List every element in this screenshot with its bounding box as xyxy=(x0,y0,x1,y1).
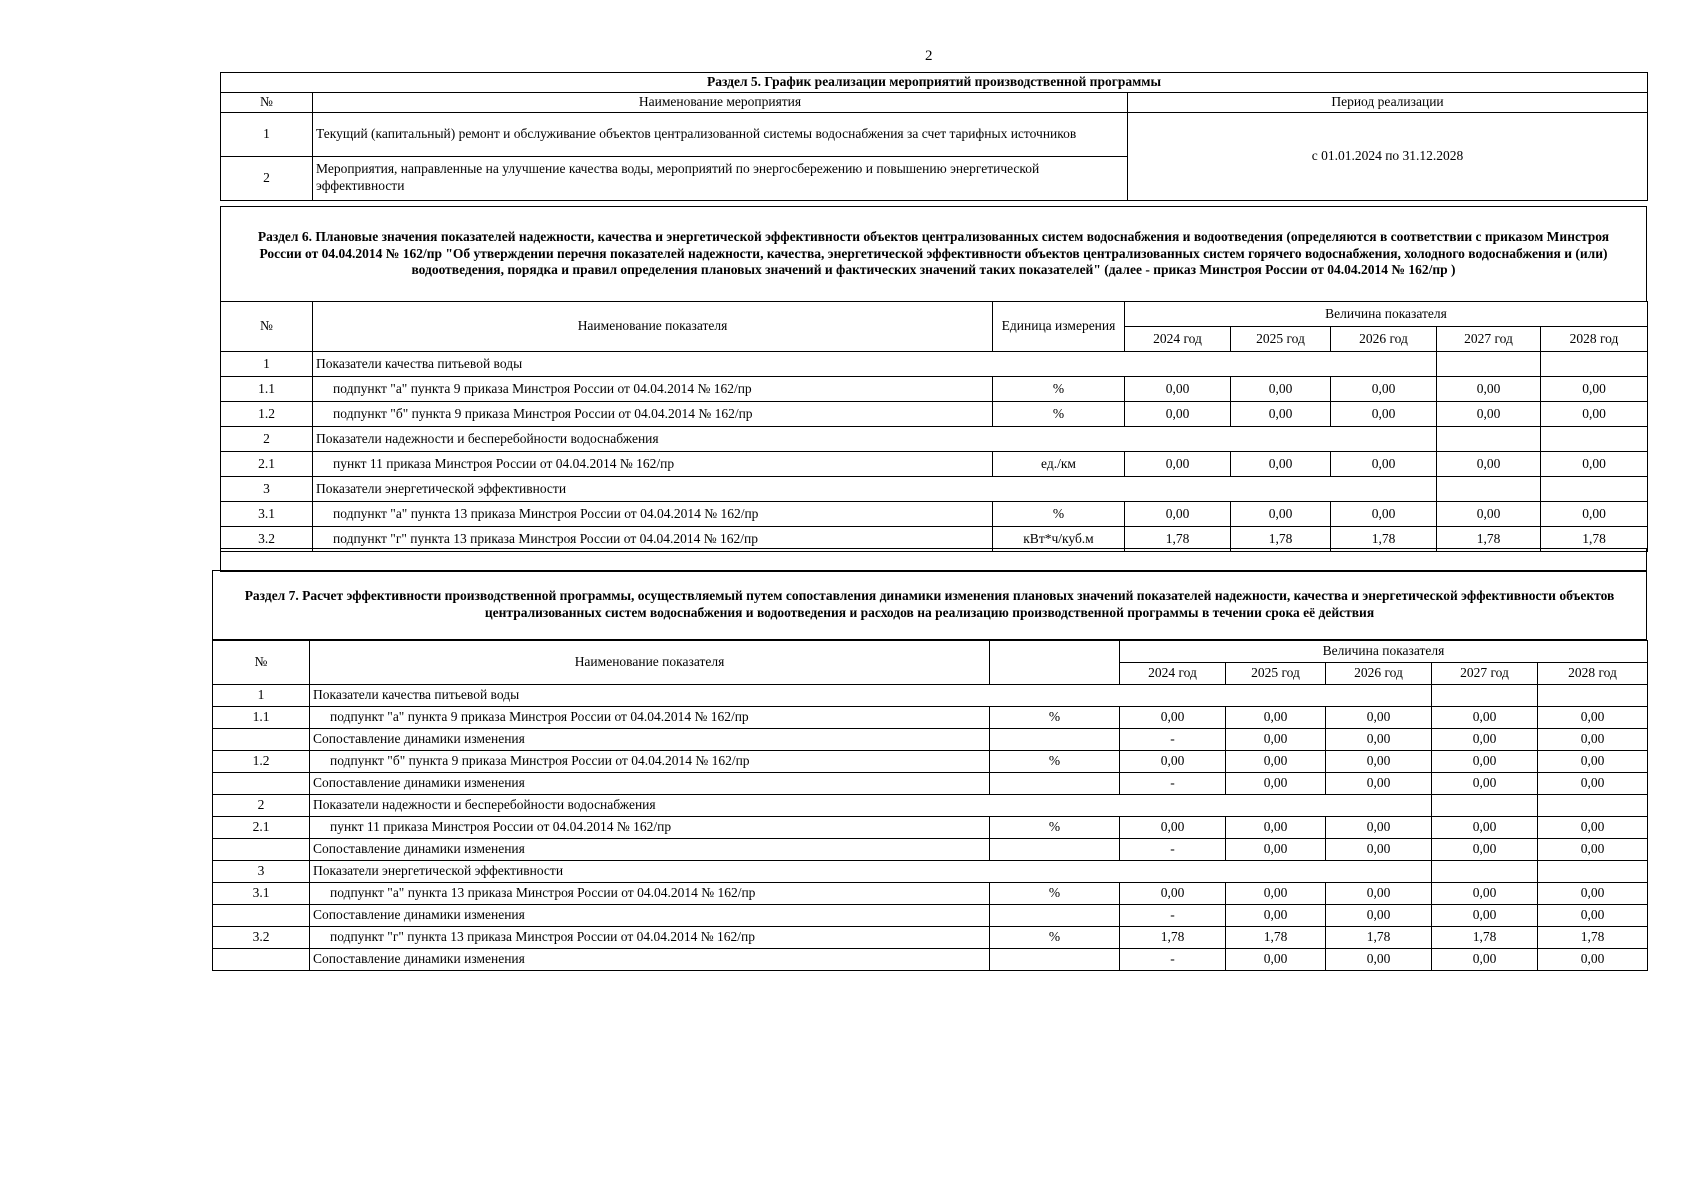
value-cell: 0,00 xyxy=(1226,905,1326,927)
value-cell: 0,00 xyxy=(1432,751,1538,773)
value-cell: 1,78 xyxy=(1326,927,1432,949)
unit-cell: кВт*ч/куб.м xyxy=(993,527,1125,552)
indicator-name: подпункт "г" пункта 13 приказа Минстроя России от 04.04.2014 № 162/пр xyxy=(313,527,993,552)
row-num: 3.1 xyxy=(221,502,313,527)
value-cell: 0,00 xyxy=(1125,452,1231,477)
value-cell: 0,00 xyxy=(1538,839,1648,861)
col-header-num: № xyxy=(213,641,310,685)
col-header-activity: Наименование мероприятия xyxy=(313,92,1128,112)
group-row xyxy=(221,427,1648,452)
row-num: 2.1 xyxy=(213,817,310,839)
empty-cell xyxy=(1437,477,1541,502)
value-cell: 0,00 xyxy=(1437,452,1541,477)
indicator-name: пункт 11 приказа Минстроя России от 04.04.2014 № 162/пр xyxy=(310,817,990,839)
value-cell: 0,00 xyxy=(1326,817,1432,839)
col-header-unit-empty xyxy=(990,641,1120,685)
value-cell: 0,00 xyxy=(1331,452,1437,477)
group-name: Показатели энергетической эффективности xyxy=(310,861,1432,883)
year-header: 2025 год xyxy=(1231,327,1331,352)
row-num: 1.2 xyxy=(213,751,310,773)
col-header-period: Период реализации xyxy=(1128,92,1648,112)
empty-cell xyxy=(1538,861,1648,883)
value-cell: 0,00 xyxy=(1326,729,1432,751)
value-cell: 1,78 xyxy=(1120,927,1226,949)
unit-cell xyxy=(990,949,1120,971)
year-header: 2026 год xyxy=(1331,327,1437,352)
group-row xyxy=(213,861,1648,883)
value-cell: - xyxy=(1120,839,1226,861)
value-cell: 0,00 xyxy=(1432,883,1538,905)
table-row xyxy=(213,817,1648,839)
indicator-name: подпункт "а" пункта 13 приказа Минстроя России от 04.04.2014 № 162/пр xyxy=(310,883,990,905)
group-name: Показатели надежности и бесперебойности водоснабжения xyxy=(310,795,1432,817)
value-cell: 0,00 xyxy=(1538,905,1648,927)
section6-title-block xyxy=(220,206,1647,302)
year-header: 2024 год xyxy=(1125,327,1231,352)
value-cell: 0,00 xyxy=(1541,402,1648,427)
section6-indicators-table xyxy=(220,301,1648,552)
indicator-name: подпункт "б" пункта 9 приказа Минстроя России от 04.04.2014 № 162/пр xyxy=(310,751,990,773)
activity-name: Текущий (капитальный) ремонт и обслуживание объектов централизованной системы водоснабжения за счет тарифных источников xyxy=(313,112,1128,156)
year-header: 2028 год xyxy=(1538,663,1648,685)
row-num: 2 xyxy=(221,427,313,452)
value-cell: 0,00 xyxy=(1226,707,1326,729)
group-name: Показатели энергетической эффективности xyxy=(313,477,1437,502)
empty-cell xyxy=(1538,685,1648,707)
group-name: Показатели качества питьевой воды xyxy=(313,352,1437,377)
value-cell: 0,00 xyxy=(1226,729,1326,751)
empty-cell xyxy=(1437,352,1541,377)
value-cell: 0,00 xyxy=(1432,905,1538,927)
row-num xyxy=(213,949,310,971)
value-cell: 1,78 xyxy=(1432,927,1538,949)
year-header: 2027 год xyxy=(1437,327,1541,352)
value-cell: 0,00 xyxy=(1326,883,1432,905)
unit-cell: % xyxy=(990,751,1120,773)
section5-title: Раздел 5. График реализации мероприятий производственной программы xyxy=(221,73,1648,93)
unit-cell xyxy=(990,729,1120,751)
value-cell: 0,00 xyxy=(1326,707,1432,729)
value-cell: 0,00 xyxy=(1432,839,1538,861)
unit-cell: % xyxy=(990,883,1120,905)
row-num: 2 xyxy=(221,156,313,200)
value-cell: 0,00 xyxy=(1120,817,1226,839)
section7-title: Раздел 7. Расчет эффективности производственной программы, осуществляемый путем сопоставления динамики изменения плановых значений показателей надежности, качества и энергетической эффективности объектов централизованных систем водоснабжения и водоотведения и расходов на реализацию производственной программы в течении срока её действия xyxy=(213,571,1647,640)
empty-cell xyxy=(1541,352,1648,377)
row-num: 1.2 xyxy=(221,402,313,427)
value-cell: 0,00 xyxy=(1125,377,1231,402)
value-cell: 0,00 xyxy=(1326,773,1432,795)
row-num xyxy=(213,773,310,795)
implementation-period: с 01.01.2024 по 31.12.2028 xyxy=(1128,112,1648,200)
section-spacer xyxy=(220,548,1647,572)
table-row xyxy=(213,707,1648,729)
col-header-unit: Единица измерения xyxy=(993,302,1125,352)
value-cell: 0,00 xyxy=(1231,402,1331,427)
group-name: Показатели качества питьевой воды xyxy=(310,685,1432,707)
value-cell: 0,00 xyxy=(1432,729,1538,751)
table-row xyxy=(221,377,1648,402)
value-cell: 0,00 xyxy=(1331,502,1437,527)
row-num: 3.2 xyxy=(221,527,313,552)
table-row xyxy=(213,883,1648,905)
value-cell: 0,00 xyxy=(1437,402,1541,427)
indicator-name: подпункт "а" пункта 9 приказа Минстроя России от 04.04.2014 № 162/пр xyxy=(310,707,990,729)
value-cell: 0,00 xyxy=(1120,883,1226,905)
year-header: 2026 год xyxy=(1326,663,1432,685)
unit-cell: % xyxy=(990,817,1120,839)
value-cell: 0,00 xyxy=(1541,377,1648,402)
value-cell: 0,00 xyxy=(1331,402,1437,427)
value-cell: - xyxy=(1120,729,1226,751)
value-cell: 0,00 xyxy=(1432,817,1538,839)
col-header-num: № xyxy=(221,92,313,112)
table-row xyxy=(213,839,1648,861)
value-cell: 0,00 xyxy=(1541,502,1648,527)
value-cell: 0,00 xyxy=(1331,377,1437,402)
value-cell: 0,00 xyxy=(1432,773,1538,795)
value-cell: 0,00 xyxy=(1538,883,1648,905)
value-cell: 0,00 xyxy=(1120,751,1226,773)
value-cell: 0,00 xyxy=(1541,452,1648,477)
row-num xyxy=(213,905,310,927)
value-cell: 0,00 xyxy=(1432,707,1538,729)
indicator-name: Сопоставление динамики изменения xyxy=(310,773,990,795)
table-row xyxy=(221,402,1648,427)
unit-cell xyxy=(990,773,1120,795)
empty-cell xyxy=(1437,427,1541,452)
empty-cell xyxy=(1432,685,1538,707)
section7-efficiency-table xyxy=(212,640,1648,971)
value-cell: 1,78 xyxy=(1538,927,1648,949)
value-cell: 0,00 xyxy=(1326,949,1432,971)
indicator-name: Сопоставление динамики изменения xyxy=(310,905,990,927)
empty-cell xyxy=(1432,861,1538,883)
table-row xyxy=(221,452,1648,477)
value-cell: 0,00 xyxy=(1326,751,1432,773)
activity-name: Мероприятия, направленные на улучшение качества воды, мероприятий по энергосбережению и повышению энергетической эффективности xyxy=(313,156,1128,200)
value-cell: 0,00 xyxy=(1432,949,1538,971)
col-header-indicator: Наименование показателя xyxy=(310,641,990,685)
empty-cell xyxy=(1538,795,1648,817)
group-row xyxy=(213,685,1648,707)
col-header-num: № xyxy=(221,302,313,352)
value-cell: 0,00 xyxy=(1226,773,1326,795)
table-row xyxy=(221,502,1648,527)
col-header-value: Величина показателя xyxy=(1120,641,1648,663)
indicator-name: Сопоставление динамики изменения xyxy=(310,839,990,861)
group-row xyxy=(221,352,1648,377)
row-num: 3 xyxy=(221,477,313,502)
section6-title: Раздел 6. Плановые значения показателей надежности, качества и энергетической эффективности объектов централизованных систем водоснабжения и водоотведения (определяются в соответствии с приказом Минстроя России от 04.04.2014 № 162/пр "Об утверждении перечня показателей надежности, качества, энергетической эффективности объектов централизованных систем горячего водоснабжения, холодного водоснабжения и (или) водоотведения, порядка и правил определения плановых значений и фактических значений таких показателей" (далее - приказ Минстроя России от 04.04.2014 № 162/пр ) xyxy=(221,207,1647,302)
value-cell: 0,00 xyxy=(1125,502,1231,527)
indicator-name: подпункт "а" пункта 9 приказа Минстроя России от 04.04.2014 № 162/пр xyxy=(313,377,993,402)
value-cell: 0,00 xyxy=(1226,839,1326,861)
value-cell: 0,00 xyxy=(1226,883,1326,905)
unit-cell: % xyxy=(990,927,1120,949)
value-cell: 1,78 xyxy=(1226,927,1326,949)
table-row xyxy=(213,773,1648,795)
unit-cell: ед./км xyxy=(993,452,1125,477)
value-cell: 0,00 xyxy=(1226,751,1326,773)
value-cell: 0,00 xyxy=(1538,707,1648,729)
col-header-indicator: Наименование показателя xyxy=(313,302,993,352)
row-num: 1 xyxy=(221,112,313,156)
row-num: 3.2 xyxy=(213,927,310,949)
table-row xyxy=(213,905,1648,927)
value-cell: - xyxy=(1120,773,1226,795)
value-cell: 0,00 xyxy=(1226,817,1326,839)
value-cell: 0,00 xyxy=(1437,502,1541,527)
table-row xyxy=(213,949,1648,971)
value-cell: 0,00 xyxy=(1125,402,1231,427)
value-cell: 0,00 xyxy=(1538,751,1648,773)
row-num: 1.1 xyxy=(213,707,310,729)
value-cell: 1,78 xyxy=(1541,527,1648,552)
unit-cell: % xyxy=(990,707,1120,729)
empty-cell xyxy=(1541,427,1648,452)
row-num xyxy=(213,839,310,861)
row-num: 1 xyxy=(221,352,313,377)
table-row xyxy=(213,751,1648,773)
unit-cell xyxy=(990,905,1120,927)
row-num: 2 xyxy=(213,795,310,817)
value-cell: 1,78 xyxy=(1231,527,1331,552)
value-cell: - xyxy=(1120,949,1226,971)
value-cell: 0,00 xyxy=(1538,817,1648,839)
value-cell: 1,78 xyxy=(1125,527,1231,552)
value-cell: 1,78 xyxy=(1331,527,1437,552)
page-number: 2 xyxy=(925,48,933,64)
group-row xyxy=(213,795,1648,817)
value-cell: 0,00 xyxy=(1538,729,1648,751)
value-cell: 0,00 xyxy=(1326,905,1432,927)
section7-title-block xyxy=(212,570,1647,640)
value-cell: 0,00 xyxy=(1437,377,1541,402)
row-num: 1.1 xyxy=(221,377,313,402)
value-cell: 0,00 xyxy=(1538,773,1648,795)
year-header: 2028 год xyxy=(1541,327,1648,352)
value-cell: 0,00 xyxy=(1231,452,1331,477)
indicator-name: Сопоставление динамики изменения xyxy=(310,729,990,751)
indicator-name: подпункт "г" пункта 13 приказа Минстроя России от 04.04.2014 № 162/пр xyxy=(310,927,990,949)
row-num xyxy=(213,729,310,751)
table-row xyxy=(213,927,1648,949)
unit-cell: % xyxy=(993,377,1125,402)
year-header: 2024 год xyxy=(1120,663,1226,685)
unit-cell: % xyxy=(993,502,1125,527)
row-num: 3.1 xyxy=(213,883,310,905)
row-num: 2.1 xyxy=(221,452,313,477)
value-cell: 0,00 xyxy=(1538,949,1648,971)
empty-cell xyxy=(1541,477,1648,502)
indicator-name: пункт 11 приказа Минстроя России от 04.04.2014 № 162/пр xyxy=(313,452,993,477)
col-header-value: Величина показателя xyxy=(1125,302,1648,327)
value-cell: 0,00 xyxy=(1120,707,1226,729)
value-cell: 0,00 xyxy=(1326,839,1432,861)
value-cell: 1,78 xyxy=(1437,527,1541,552)
indicator-name: подпункт "б" пункта 9 приказа Минстроя России от 04.04.2014 № 162/пр xyxy=(313,402,993,427)
table-row xyxy=(213,729,1648,751)
group-row xyxy=(221,477,1648,502)
year-header: 2025 год xyxy=(1226,663,1326,685)
row-num: 1 xyxy=(213,685,310,707)
unit-cell: % xyxy=(993,402,1125,427)
value-cell: 0,00 xyxy=(1231,377,1331,402)
indicator-name: Сопоставление динамики изменения xyxy=(310,949,990,971)
row-num: 3 xyxy=(213,861,310,883)
value-cell: - xyxy=(1120,905,1226,927)
group-name: Показатели надежности и бесперебойности водоснабжения xyxy=(313,427,1437,452)
empty-cell xyxy=(1432,795,1538,817)
indicator-name: подпункт "а" пункта 13 приказа Минстроя России от 04.04.2014 № 162/пр xyxy=(313,502,993,527)
section5-schedule-table xyxy=(220,72,1648,201)
value-cell: 0,00 xyxy=(1231,502,1331,527)
value-cell: 0,00 xyxy=(1226,949,1326,971)
year-header: 2027 год xyxy=(1432,663,1538,685)
unit-cell xyxy=(990,839,1120,861)
